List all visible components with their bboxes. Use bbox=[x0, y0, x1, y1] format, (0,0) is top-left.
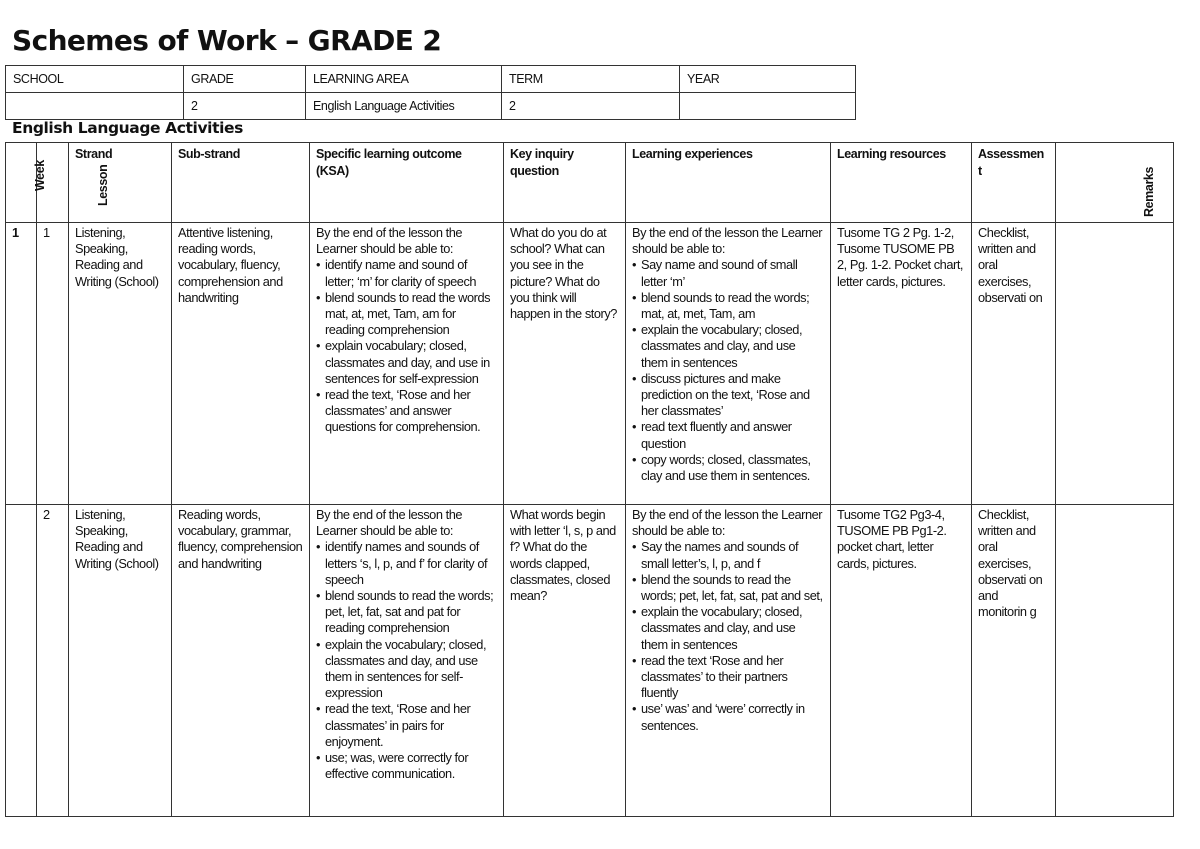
list-item: • identify names and sounds of letters ‘s, l, p, and f’ for clarity of speech bbox=[316, 539, 497, 588]
list-item: • read text fluently and answer question bbox=[632, 419, 824, 451]
outcome-cell bbox=[310, 223, 504, 505]
experiences-list bbox=[632, 539, 824, 733]
header-learning-resources: Learning resources bbox=[831, 143, 972, 223]
resources-cell: Tusome TG 2 Pg. 1-2, Tusome TUSOME PB 2, Pg. 1-2. Pocket chart, letter cards, pictures. bbox=[831, 223, 972, 505]
resources-cell: Tusome TG2 Pg3-4, TUSOME PB Pg1-2. pocket chart, letter cards, pictures. bbox=[831, 505, 972, 817]
header-remarks-label: Remarks bbox=[1142, 166, 1156, 217]
info-value-grade: 2 bbox=[184, 93, 306, 120]
header-specific-outcome: Specific learning outcome (KSA) bbox=[310, 143, 504, 223]
list-item: • Say the names and sounds of small letter’s, l, p, and f bbox=[632, 539, 824, 571]
list-item: • explain the vocabulary; closed, classmates and day, and use them in sentences for self-expression bbox=[316, 637, 497, 702]
info-value-term: 2 bbox=[502, 93, 680, 120]
inquiry-cell: What words begin with letter ‘l, s, p and f? What do the words clapped, classmates, closed mean? bbox=[504, 505, 626, 817]
scheme-header-row bbox=[6, 143, 1174, 223]
header-sub-strand: Sub-strand bbox=[172, 143, 310, 223]
experiences-list bbox=[632, 257, 824, 484]
info-header-learning-area: LEARNING AREA bbox=[306, 66, 502, 93]
list-item: • explain the vocabulary; closed, classmates and clay, and use them in sentences bbox=[632, 322, 824, 371]
info-value-row bbox=[6, 93, 856, 120]
lesson-cell: 2 bbox=[37, 505, 69, 817]
scheme-of-work-table bbox=[5, 142, 1174, 817]
school-info-table bbox=[5, 65, 856, 120]
header-assessment: Assessmen t bbox=[972, 143, 1056, 223]
inquiry-cell: What do you do at school? What can you see in the picture? What do you think will happen in the story? bbox=[504, 223, 626, 505]
header-key-inquiry: Key inquiry question bbox=[504, 143, 626, 223]
info-value-year bbox=[680, 93, 856, 120]
list-item: • read the text, ‘Rose and her classmates’ and answer questions for comprehension. bbox=[316, 387, 497, 436]
list-item: • use; was, were correctly for effective communication. bbox=[316, 750, 497, 782]
sub-strand-cell: Attentive listening, reading words, vocabulary, fluency, comprehension and handwriting bbox=[172, 223, 310, 505]
strand-cell: Listening, Speaking, Reading and Writing (School) bbox=[69, 505, 172, 817]
list-item: • read the text, ‘Rose and her classmates’ in pairs for enjoyment. bbox=[316, 701, 497, 750]
week-cell: 1 bbox=[6, 223, 37, 505]
document-title: Schemes of Work – GRADE 2 bbox=[12, 24, 442, 57]
outcome-intro: By the end of the lesson the Learner should be able to: bbox=[316, 507, 463, 539]
list-item: • read the text ‘Rose and her classmates’ to their partners fluently bbox=[632, 653, 824, 702]
assessment-cell: Checklist, written and oral exercises, observati on bbox=[972, 223, 1056, 505]
assessment-cell: Checklist, written and oral exercises, observati on and monitorin g bbox=[972, 505, 1056, 817]
header-remarks bbox=[1056, 143, 1174, 223]
info-value-school bbox=[6, 93, 184, 120]
header-learning-experiences: Learning experiences bbox=[626, 143, 831, 223]
list-item: • blend sounds to read the words mat, at, met, Tam, am for reading comprehension bbox=[316, 290, 497, 339]
lesson-cell: 1 bbox=[37, 223, 69, 505]
experiences-cell bbox=[626, 505, 831, 817]
header-strand: Strand bbox=[69, 143, 172, 223]
outcome-list bbox=[316, 257, 497, 435]
outcome-intro: By the end of the lesson the Learner should be able to: bbox=[316, 225, 463, 257]
week-cell bbox=[6, 505, 37, 817]
remarks-cell bbox=[1056, 223, 1174, 505]
experiences-cell bbox=[626, 223, 831, 505]
info-value-learning-area: English Language Activities bbox=[306, 93, 502, 120]
info-header-term: TERM bbox=[502, 66, 680, 93]
outcome-list bbox=[316, 539, 497, 782]
header-week-label: Week bbox=[33, 160, 47, 191]
list-item: • explain vocabulary; closed, classmates and day, and use in sentences for self-expression bbox=[316, 338, 497, 387]
info-header-row bbox=[6, 66, 856, 93]
list-item: • Say name and sound of small letter ‘m’ bbox=[632, 257, 824, 289]
table-row bbox=[6, 223, 1174, 505]
table-row bbox=[6, 505, 1174, 817]
list-item: • identify name and sound of letter; ‘m’ for clarity of speech bbox=[316, 257, 497, 289]
list-item: • discuss pictures and make prediction on the text, ‘Rose and her classmates’ bbox=[632, 371, 824, 420]
section-title: English Language Activities bbox=[12, 119, 243, 137]
info-header-school: SCHOOL bbox=[6, 66, 184, 93]
list-item: • explain the vocabulary; closed, classmates and clay, and use them in sentences bbox=[632, 604, 824, 653]
remarks-cell bbox=[1056, 505, 1174, 817]
list-item: • blend the sounds to read the words; pet, let, fat, sat, pat and set, bbox=[632, 572, 824, 604]
experiences-intro: By the end of the lesson the Learner should be able to: bbox=[632, 225, 823, 257]
sub-strand-cell: Reading words, vocabulary, grammar, fluency, comprehension and handwriting bbox=[172, 505, 310, 817]
info-header-grade: GRADE bbox=[184, 66, 306, 93]
list-item: • blend sounds to read the words; mat, at, met, Tam, am bbox=[632, 290, 824, 322]
experiences-intro: By the end of the lesson the Learner should be able to: bbox=[632, 507, 823, 539]
strand-cell: Listening, Speaking, Reading and Writing (School) bbox=[69, 223, 172, 505]
outcome-cell bbox=[310, 505, 504, 817]
list-item: • use’ was’ and ‘were’ correctly in sentences. bbox=[632, 701, 824, 733]
header-week bbox=[6, 143, 47, 223]
list-item: • blend sounds to read the words; pet, let, fat, sat and pat for reading comprehension bbox=[316, 588, 497, 637]
info-header-year: YEAR bbox=[680, 66, 856, 93]
header-lesson-label: Lesson bbox=[96, 164, 110, 206]
list-item: • copy words; closed, classmates, clay and use them in sentences. bbox=[632, 452, 824, 484]
